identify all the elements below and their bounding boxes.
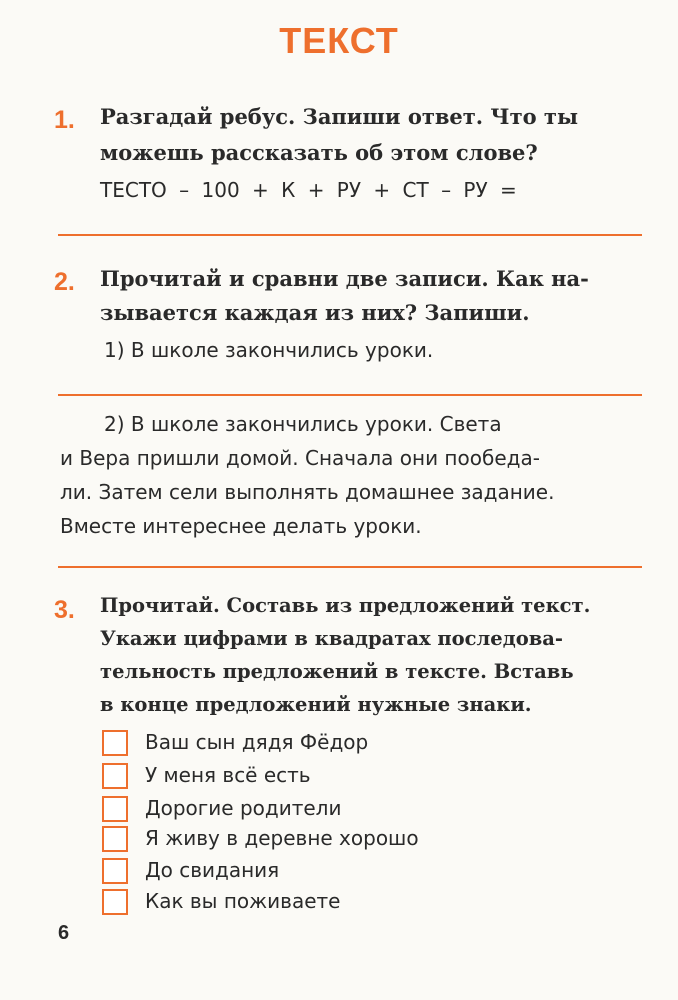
task-3-text-line-1: Прочитай. Составь из предложений текст. (100, 594, 591, 617)
task-3-text-line-4: в конце предложений нужные знаки. (100, 693, 532, 716)
task-1-text-line-2: можешь рассказать об этом слове? (100, 140, 538, 165)
order-box[interactable] (102, 889, 128, 915)
order-box[interactable] (102, 763, 128, 789)
option-label: У меня всё есть (145, 763, 311, 787)
task-1-number: 1. (54, 106, 75, 134)
task-3-number: 3. (54, 596, 75, 624)
option-label: Дорогие родители (145, 796, 342, 820)
answer-line-1[interactable] (58, 234, 642, 236)
task-2-item-2-line-2: и Вера пришли домой. Сначала они пообеда- (60, 446, 540, 470)
page-number: 6 (58, 922, 70, 944)
option-label: Ваш сын дядя Фёдор (145, 730, 369, 754)
option-label: Как вы поживаете (145, 889, 341, 913)
task-1-text-line-1: Разгадай ребус. Запиши ответ. Что ты (100, 104, 578, 129)
order-box[interactable] (102, 730, 128, 756)
answer-line-2[interactable] (58, 394, 642, 396)
task-3-text-line-3: тельность предложений в тексте. Вставь (100, 660, 574, 683)
task-3-text-line-2: Укажи цифрами в квадратах последова- (100, 627, 563, 650)
order-box[interactable] (102, 826, 128, 852)
task-2-text-line-2: зывается каждая из них? Запиши. (100, 300, 530, 325)
task-2-item-2-line-4: Вместе интереснее делать уроки. (60, 514, 422, 538)
option-label: Я живу в деревне хорошо (145, 826, 419, 850)
answer-line-3[interactable] (58, 566, 642, 568)
task-2-item-1: 1) В школе закончились уроки. (104, 338, 434, 362)
option-label: До свидания (145, 858, 280, 882)
task-2-text-line-1: Прочитай и сравни две записи. Как на- (100, 266, 589, 291)
order-box[interactable] (102, 796, 128, 822)
page-title: ТЕКСТ (279, 20, 399, 61)
task-2-item-2-line-3: ли. Затем сели выполнять домашнее задание. (60, 480, 555, 504)
task-1-formula: ТЕСТО – 100 + К + РУ + СТ – РУ = (100, 178, 517, 202)
task-2-item-2-line-1: 2) В школе закончились уроки. Света (104, 412, 502, 436)
task-2-number: 2. (54, 268, 75, 296)
order-box[interactable] (102, 858, 128, 884)
